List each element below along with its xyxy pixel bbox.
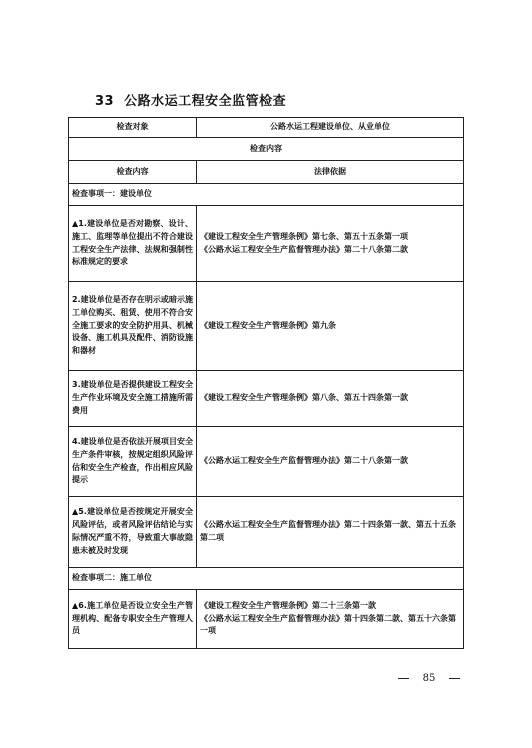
column-header-row xyxy=(69,161,464,184)
column-header-item: 检查内容 xyxy=(69,161,197,184)
check-item-4: 4.建设单位是否依法开展项目安全生产条件审核，按规定组织风险评估和安全生产检查，作出相应风险提示 xyxy=(69,427,197,497)
inspection-table xyxy=(68,117,464,649)
section-heading-1: 检查事项一：建设单位 xyxy=(69,184,464,206)
dash-right xyxy=(449,678,460,679)
basis-line: 《建设工程安全生产管理条例》第二十三条第一款 xyxy=(200,600,376,610)
section-number: 33 xyxy=(95,94,115,109)
content-header-row xyxy=(69,138,464,161)
legal-basis-6 xyxy=(197,590,464,649)
legal-basis-2 xyxy=(197,282,464,371)
page-number-text: 85 xyxy=(422,673,436,684)
table-row xyxy=(69,282,464,371)
page-title xyxy=(95,90,286,109)
table-row xyxy=(69,427,464,497)
object-label: 检查对象 xyxy=(69,118,197,138)
legal-basis-1 xyxy=(197,206,464,282)
section-heading-row xyxy=(69,184,464,206)
legal-basis-4 xyxy=(197,427,464,497)
section-heading-row xyxy=(69,568,464,590)
basis-line: 《建设工程安全生产管理条例》第八条、第五十四条第一款 xyxy=(200,393,408,403)
basis-line: 《建设工程安全生产管理条例》第九条 xyxy=(200,320,336,330)
legal-basis-5 xyxy=(197,497,464,568)
basis-line: 《公路水运工程安全生产监督管理办法》第二十八条第二款 xyxy=(200,244,408,254)
object-value: 公路水运工程建设单位、从业单位 xyxy=(197,118,464,138)
basis-line: 《公路水运工程安全生产监督管理办法》第二十四条第一款、第五十五条第二项 xyxy=(200,520,456,542)
content-label: 检查内容 xyxy=(69,138,464,161)
check-item-5: ▲5.建设单位是否按规定开展安全风险评估，或者风险评估结论与实际情况严重不符，导致重大事故隐患未被及时发现 xyxy=(69,497,197,568)
page-number xyxy=(398,673,460,684)
check-item-2: 2.建设单位是否存在明示或暗示施工单位购买、租赁、使用不符合安全施工要求的安全防护用具、机械设备、施工机具及配件、消防设施和器材 xyxy=(69,282,197,371)
check-item-3: 3.建设单位是否提供建设工程安全生产作业环境及安全施工措施所需费用 xyxy=(69,371,197,427)
object-row xyxy=(69,118,464,138)
legal-basis-3 xyxy=(197,371,464,427)
basis-line: 《公路水运工程安全生产监督管理办法》第十四条第二款、第五十六条第一项 xyxy=(200,613,456,636)
section-heading-2: 检查事项二：施工单位 xyxy=(69,568,464,590)
basis-line: 《建设工程安全生产管理条例》第七条、第五十五条第一项 xyxy=(200,231,408,241)
check-item-6: ▲6.施工单位是否设立安全生产管理机构、配备专职安全生产管理人员 xyxy=(69,590,197,649)
table-row xyxy=(69,590,464,649)
table-row xyxy=(69,497,464,568)
check-item-1: ▲1.建设单位是否对勘察、设计、施工、监理等单位提出不符合建设工程安全生产法律、法规和强制性标准规定的要求 xyxy=(69,206,197,282)
dash-left xyxy=(398,678,409,679)
section-title: 公路水运工程安全监管检查 xyxy=(124,94,287,109)
basis-line: 《公路水运工程安全生产监督管理办法》第二十八条第一款 xyxy=(200,456,408,466)
table-row xyxy=(69,206,464,282)
table-row xyxy=(69,371,464,427)
column-header-basis: 法律依据 xyxy=(197,161,464,184)
